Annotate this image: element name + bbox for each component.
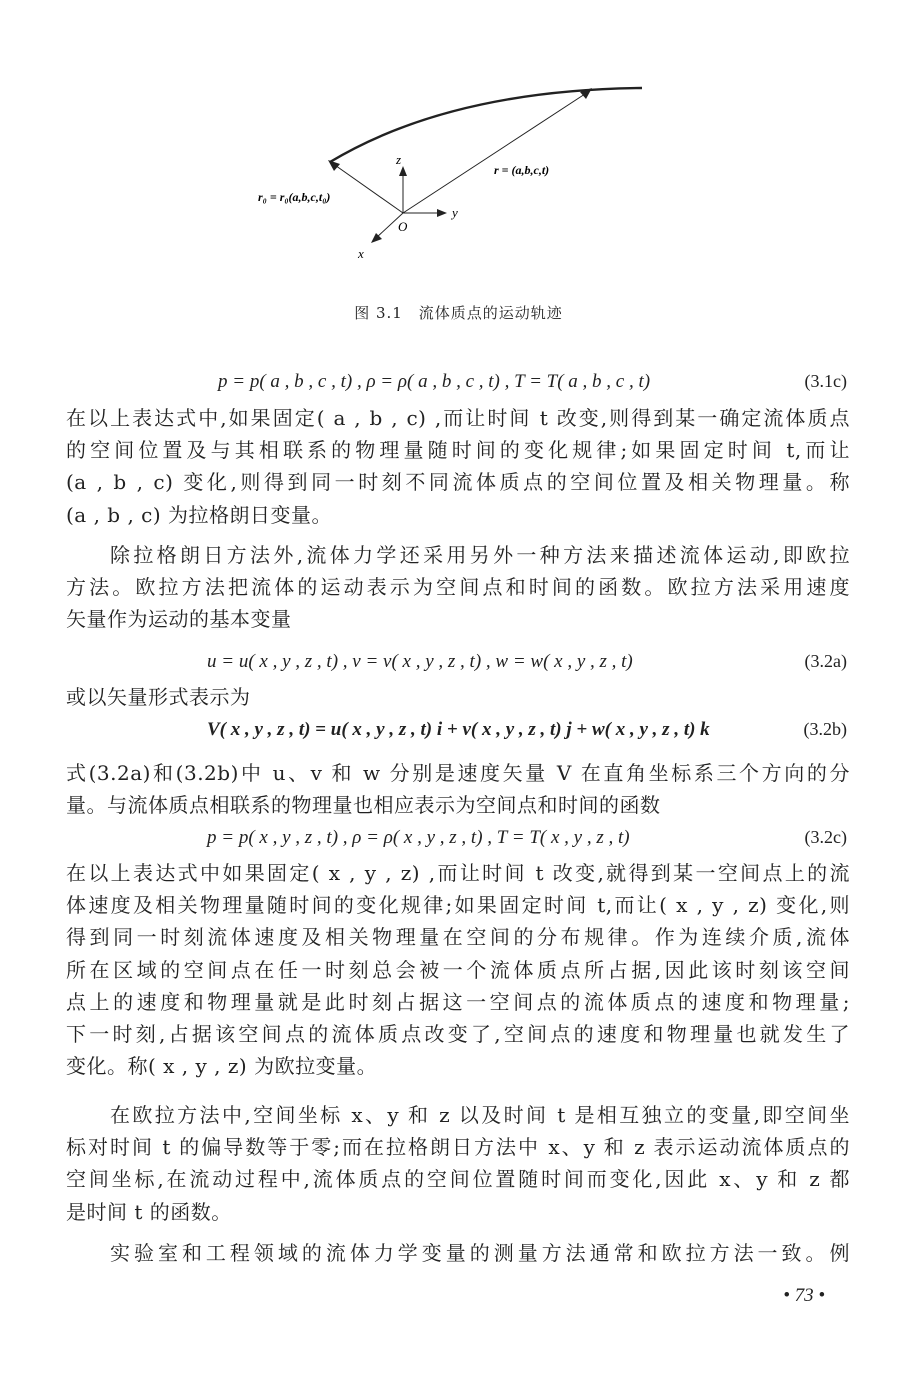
text-line: (a , b , c) 变化,则得到同一时刻不同流体质点的空间位置及相关物理量。称 [66,470,850,495]
text-line: 在以上表达式中,如果固定( a , b , c) ,而让时间 t 改变,则得到某一确定流体质点 [66,406,850,430]
paragraph-measurement [66,1237,850,1269]
trajectory-figure [250,70,670,270]
text-line: 标对时间 t 的偏导数等于零;而在拉格朗日方法中 x、y 和 z 表示运动流体质点的 [66,1135,850,1160]
equation-3-2c-body: p = p( x , y , z , t) , ρ = ρ( x , y , z , t) , T = T( x , y , z , t) [207,827,630,848]
axis-y-label: y [452,205,458,220]
text-line: 实验室和工程领域的流体力学变量的测量方法通常和欧拉方法一致。例 [110,1241,850,1265]
equation-3-2a [0,651,917,681]
equation-3-2c-number: (3.2c) [804,827,847,847]
text-line: 在以上表达式中如果固定( x , y , z) ,而让时间 t 改变,就得到某一空间点上的流 [66,861,850,885]
position-vector-r [403,92,588,213]
text-line: (a , b , c) 为拉格朗日变量。 [66,502,333,527]
paragraph-independent-variables [66,1099,850,1228]
text-line: 矢量作为运动的基本变量 [66,607,292,632]
text-line: 点上的速度和物理量就是此时刻占据这一空间点的流体质点的速度和物理量; [66,989,850,1014]
axis-z-label: z [396,152,402,167]
text-line: 所在区域的空间点在任一时刻总会被一个流体质点所占据,因此该时刻该空间 [66,957,850,982]
text-line: 空间坐标,在流动过程中,流体质点的空间位置随时间而变化,因此 x、y 和 z 都 [66,1167,850,1192]
vector-r0-label: r₀ = r₀(a,b,c,t₀) [258,190,331,204]
axis-y-arrowhead [437,209,447,217]
text-line: 是时间 t 的函数。 [66,1199,232,1224]
equation-3-1c-body: p = p( a , b , c , t) , ρ = ρ( a , b , c , t) , T = T( a , b , c , t) [218,371,651,392]
paragraph-lagrange-variables [66,402,850,531]
equation-3-1c [0,371,917,401]
equation-3-2b-body: V( x , y , z , t) = u( x , y , z , t) i + v( x , y , z , t) j + w( x , y , z , t) k [207,719,710,740]
text-line: 得到同一时刻流体速度及相关物理量在空间的分布规律。作为连续介质,流体 [66,925,850,950]
equation-3-2a-body: u = u( x , y , z , t) , v = v( x , y , z , t) , w = w( x , y , z , t) [207,651,633,672]
text-line: 方法。欧拉方法把流体的运动表示为空间点和时间的函数。欧拉方法采用速度 [66,575,850,600]
text-line: 除拉格朗日方法外,流体力学还采用另外一种方法来描述流体运动,即欧拉 [110,543,850,567]
position-vector-r0 [332,163,403,213]
paragraph-euler-method [66,539,850,636]
axis-x-label: x [358,246,364,261]
text-line: 式(3.2a)和(3.2b)中 u、v 和 w 分别是速度矢量 V 在直角坐标系三个方向的分 [66,761,850,785]
equation-3-1c-number: (3.1c) [804,371,847,391]
equation-3-2b-number: (3.2b) [803,719,847,739]
vector-r-label: r = (a,b,c,t) [494,163,550,177]
trajectory-curve [330,88,642,162]
page-number: • 73 • [783,1285,825,1306]
equation-3-2c [0,827,917,857]
paragraph-velocity-components [66,757,850,821]
r0-arrowhead [328,160,340,171]
text-line: 量。与流体质点相联系的物理量也相应表示为空间点和时间的函数 [66,793,661,818]
text-line: 的空间位置及与其相联系的物理量随时间的变化规律;如果固定时间 t,而让 [66,438,850,463]
origin-label: O [398,219,408,234]
axis-z-arrowhead [399,166,407,176]
figure-caption: 图 3.1 流体质点的运动轨迹 [354,304,563,322]
text-line: 在欧拉方法中,空间坐标 x、y 和 z 以及时间 t 是相互独立的变量,即空间坐 [110,1103,850,1127]
equation-3-2b [0,719,917,749]
text-line: 或以矢量形式表示为 [66,685,251,709]
text-line: 下一时刻,占据该空间点的流体质点改变了,空间点的速度和物理量也就发生了 [66,1022,850,1047]
equation-3-2a-number: (3.2a) [804,651,847,671]
text-line: 变化。称( x , y , z) 为欧拉变量。 [66,1054,378,1079]
paragraph-euler-variables [66,857,850,1082]
paragraph-vector-form [66,681,850,713]
text-line: 体速度及相关物理量随时间的变化规律;如果固定时间 t,而让( x , y , z) 变化,则 [66,893,850,918]
